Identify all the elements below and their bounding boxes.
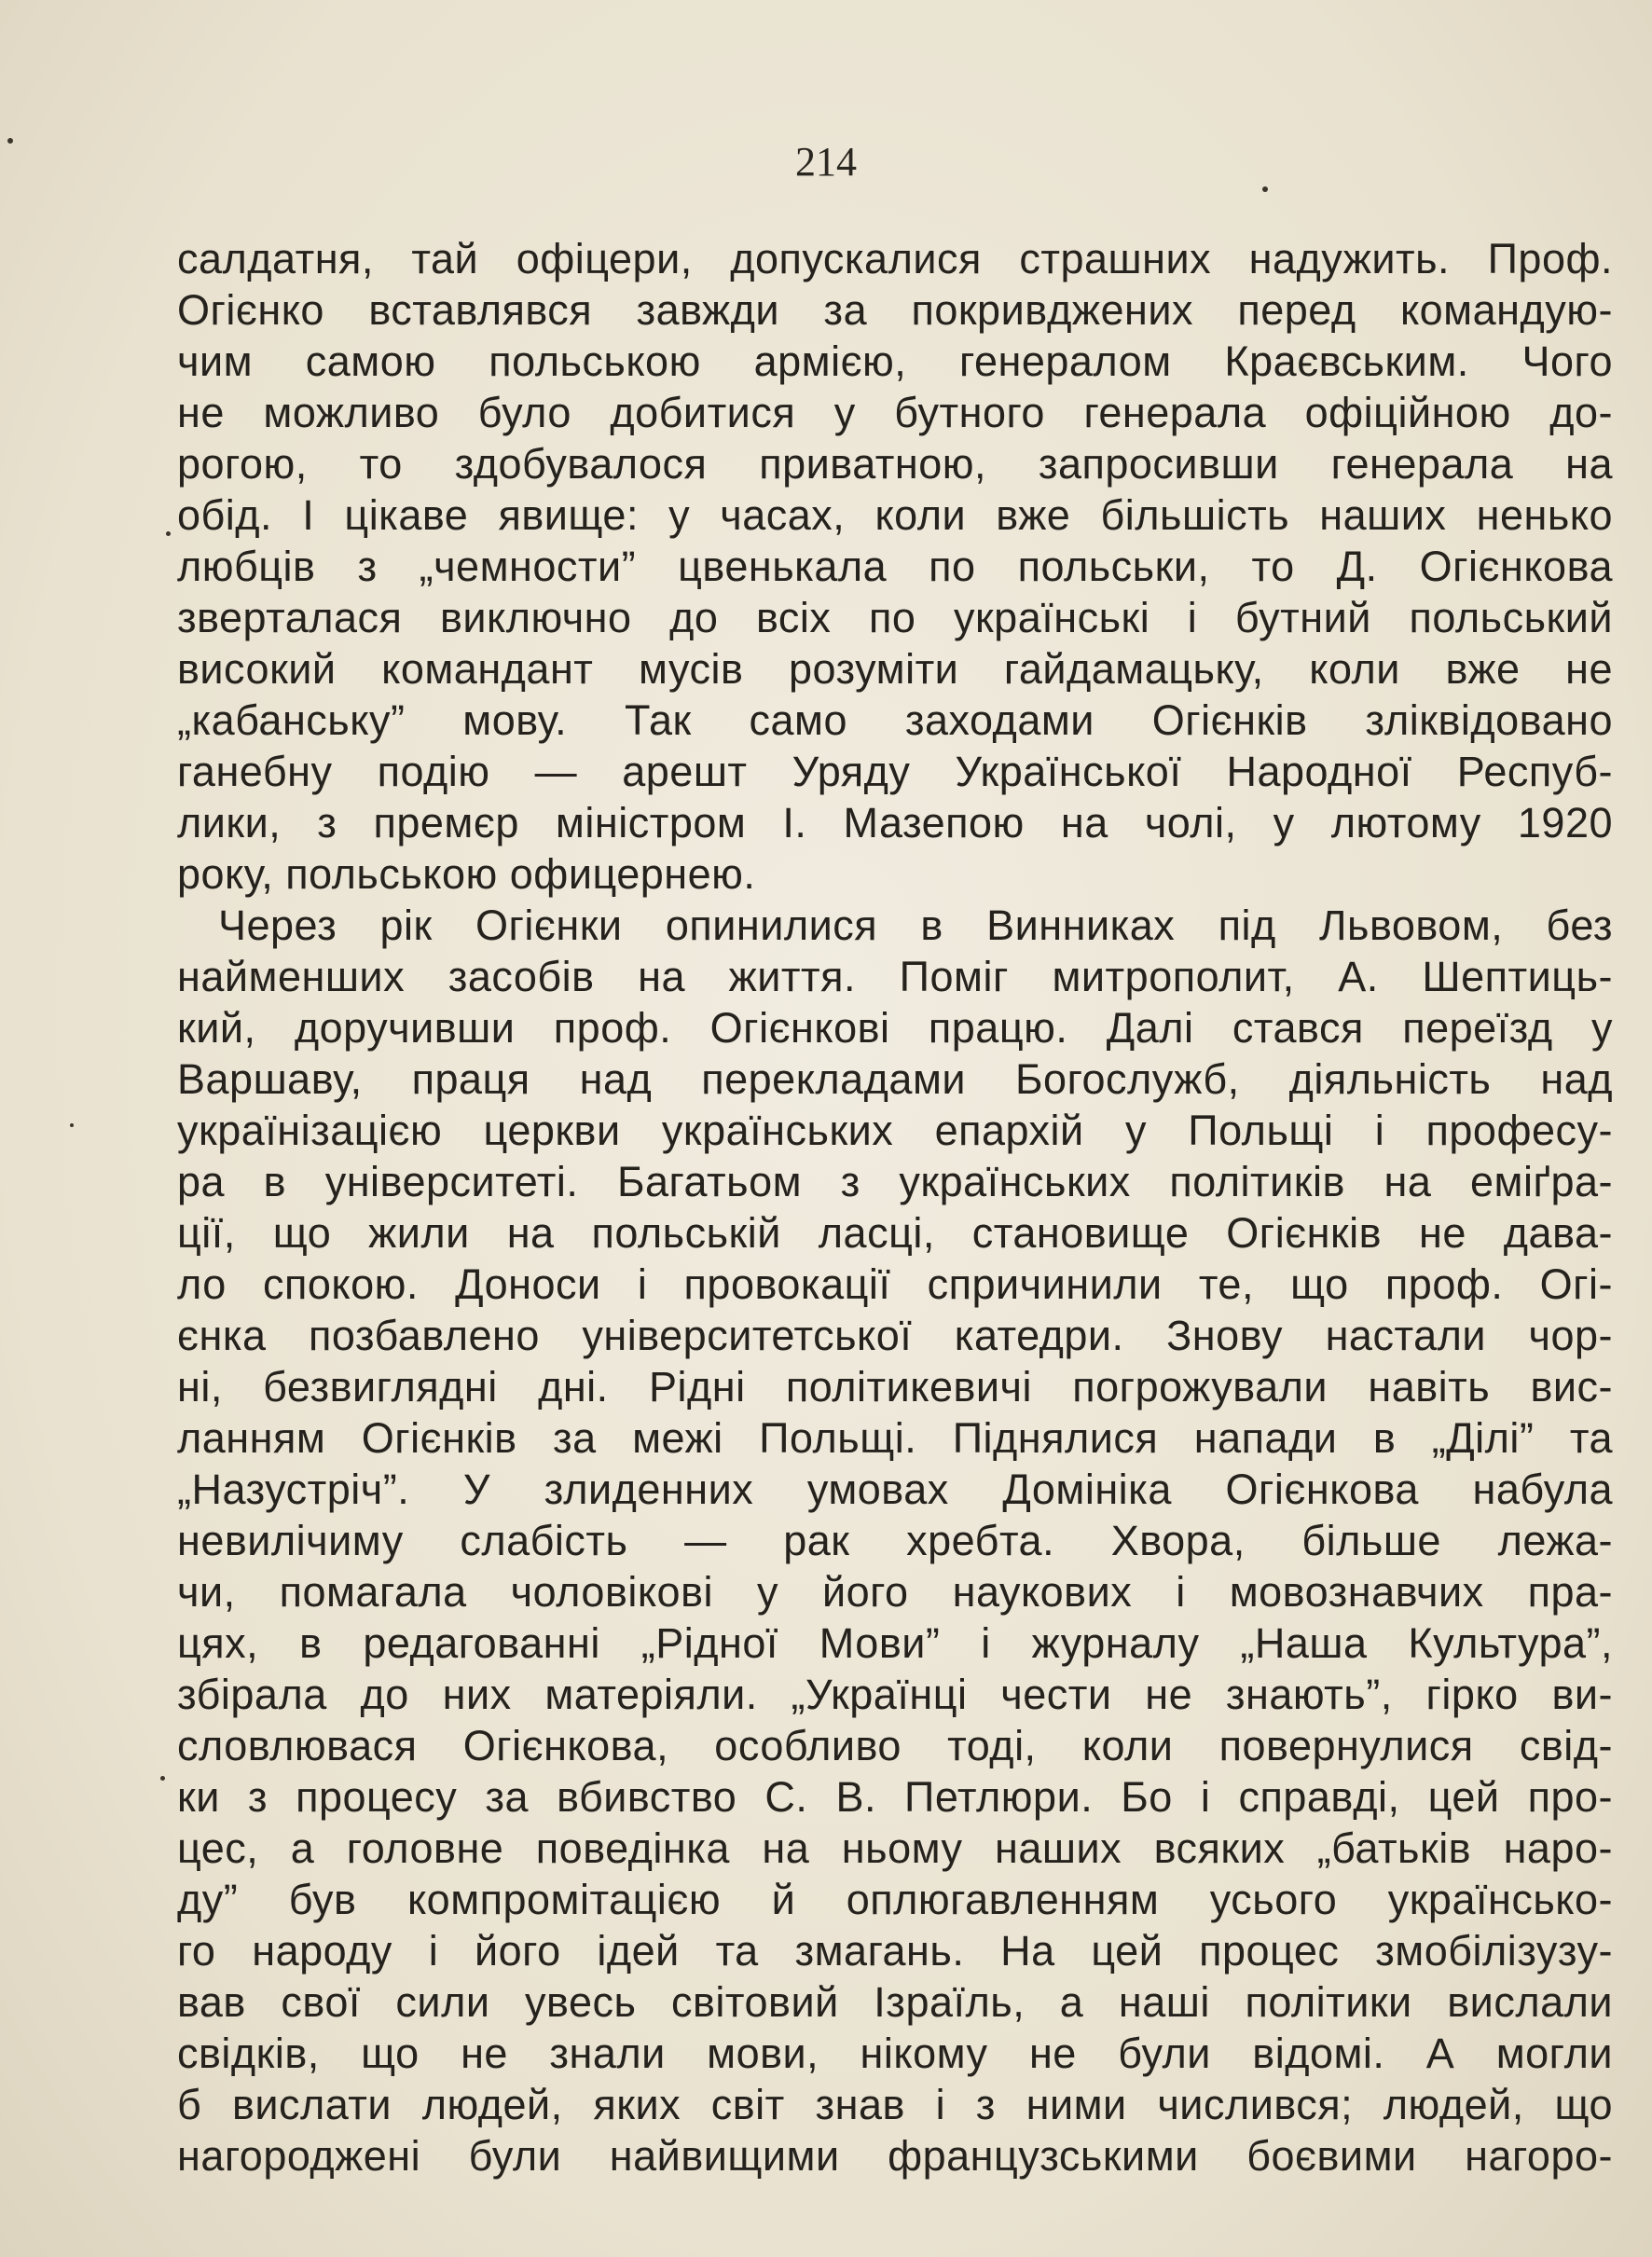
text-line: вав свої сили увесь світовий Ізраїль, а наші політики вислали: [177, 1978, 1613, 2026]
print-speck: [160, 1776, 165, 1781]
text-line: любців з „чемности” цвенькала по польськи, то Д. Огієнкова: [177, 543, 1613, 590]
text-line: цес, а головне поведінка на ньому наших всяких „батьків наро-: [177, 1824, 1613, 1872]
text-line: ра в університеті. Багатьом з українських політиків на еміґра-: [177, 1158, 1613, 1205]
text-line: збірала до них матеріяли. „Українці чести не знають”, гірко ви-: [177, 1671, 1613, 1718]
text-line: ду” був компромітацією й оплюгавленням усього українсько-: [177, 1876, 1613, 1923]
text-line: кий, доручивши проф. Огієнкові працю. Далі стався переїзд у: [177, 1004, 1613, 1052]
text-line: не можливо було добитися у бутного генерала офіційною до-: [177, 389, 1613, 436]
text-line: Варшаву, праця над перекладами Богослужб, діяльність над: [177, 1055, 1613, 1103]
text-line: Через рік Огієнки опинилися в Винниках під Львовом, без: [218, 901, 1613, 949]
text-line: „кабанську” мову. Так само заходами Огієнків зліквідовано: [177, 696, 1613, 744]
text-line: Огієнко вставлявся завжди за покривджених перед командую-: [177, 286, 1613, 334]
text-line: лики, з премєр міністром І. Мазепою на чолі, у лютому 1920: [177, 799, 1613, 846]
text-line: зверталася виключно до всіх по українські і бутний польський: [177, 594, 1613, 641]
print-speck: [1262, 186, 1268, 192]
text-line: ганебну подію — арешт Уряду Української Народної Респуб-: [177, 748, 1613, 795]
text-line: чим самою польською армією, генералом Краєвським. Чого: [177, 337, 1613, 385]
text-line: рогою, то здобувалося приватною, запросивши генерала на: [177, 440, 1613, 488]
text-line: українізацією церкви українських епархій у Польщі і професу-: [177, 1107, 1613, 1154]
text-line: чи, помагала чоловікові у його наукових і мовознавчих пра-: [177, 1568, 1613, 1616]
text-line: словлювася Огієнкова, особливо тоді, коли повернулися свід-: [177, 1722, 1613, 1769]
text-line: цях, в редагованні „Рідної Мови” і журналу „Наша Культура”,: [177, 1619, 1613, 1667]
text-line: „Назустріч”. У злиденних умовах Домініка Огієнкова набула: [177, 1466, 1613, 1513]
text-line: ланням Огієнків за межі Польщі. Піднялися напади в „Ділі” та: [177, 1414, 1613, 1462]
text-line: салдатня, тай офіцери, допускалися страшних надужить. Проф.: [177, 235, 1613, 282]
body-text: [177, 233, 1613, 2181]
print-speck: [166, 531, 171, 536]
text-line: обід. І цікаве явище: у часах, коли вже більшість наших ненько: [177, 491, 1613, 539]
print-speck: [70, 1123, 74, 1127]
text-line: невилічиму слабість — рак хребта. Хвора, більше лежа-: [177, 1517, 1613, 1564]
text-line: ло спокою. Доноси і провокації спричинили те, що проф. Огі-: [177, 1260, 1613, 1308]
text-line: найменших засобів на життя. Поміг митрополит, А. Шептиць-: [177, 953, 1613, 1000]
text-line: єнка позбавлено університетської катедри. Знову настали чор-: [177, 1312, 1613, 1359]
text-line: ки з процесу за вбивство С. В. Петлюри. Бо і справді, цей про-: [177, 1773, 1613, 1821]
text-line: нагороджені були найвищими французськими боєвими нагоро-: [177, 2132, 1613, 2180]
text-line: б вислати людей, яких світ знав і з ними числився; людей, що: [177, 2081, 1613, 2128]
print-speck: [7, 138, 13, 144]
text-line: року, польською офицернею.: [177, 850, 756, 898]
text-line: свідків, що не знали мови, нікому не були відомі. А могли: [177, 2030, 1613, 2077]
text-line: ції, що жили на польській ласці, становище Огієнків не дава-: [177, 1209, 1613, 1257]
text-line: високий командант мусів розуміти гайдамацьку, коли вже не: [177, 645, 1613, 693]
text-line: ні, безвиглядні дні. Рідні політикевичі погрожували навіть вис-: [177, 1363, 1613, 1411]
text-line: го народу і його ідей та змагань. На цей процес змобілізузу-: [177, 1927, 1613, 1975]
page-number: 214: [795, 139, 857, 185]
